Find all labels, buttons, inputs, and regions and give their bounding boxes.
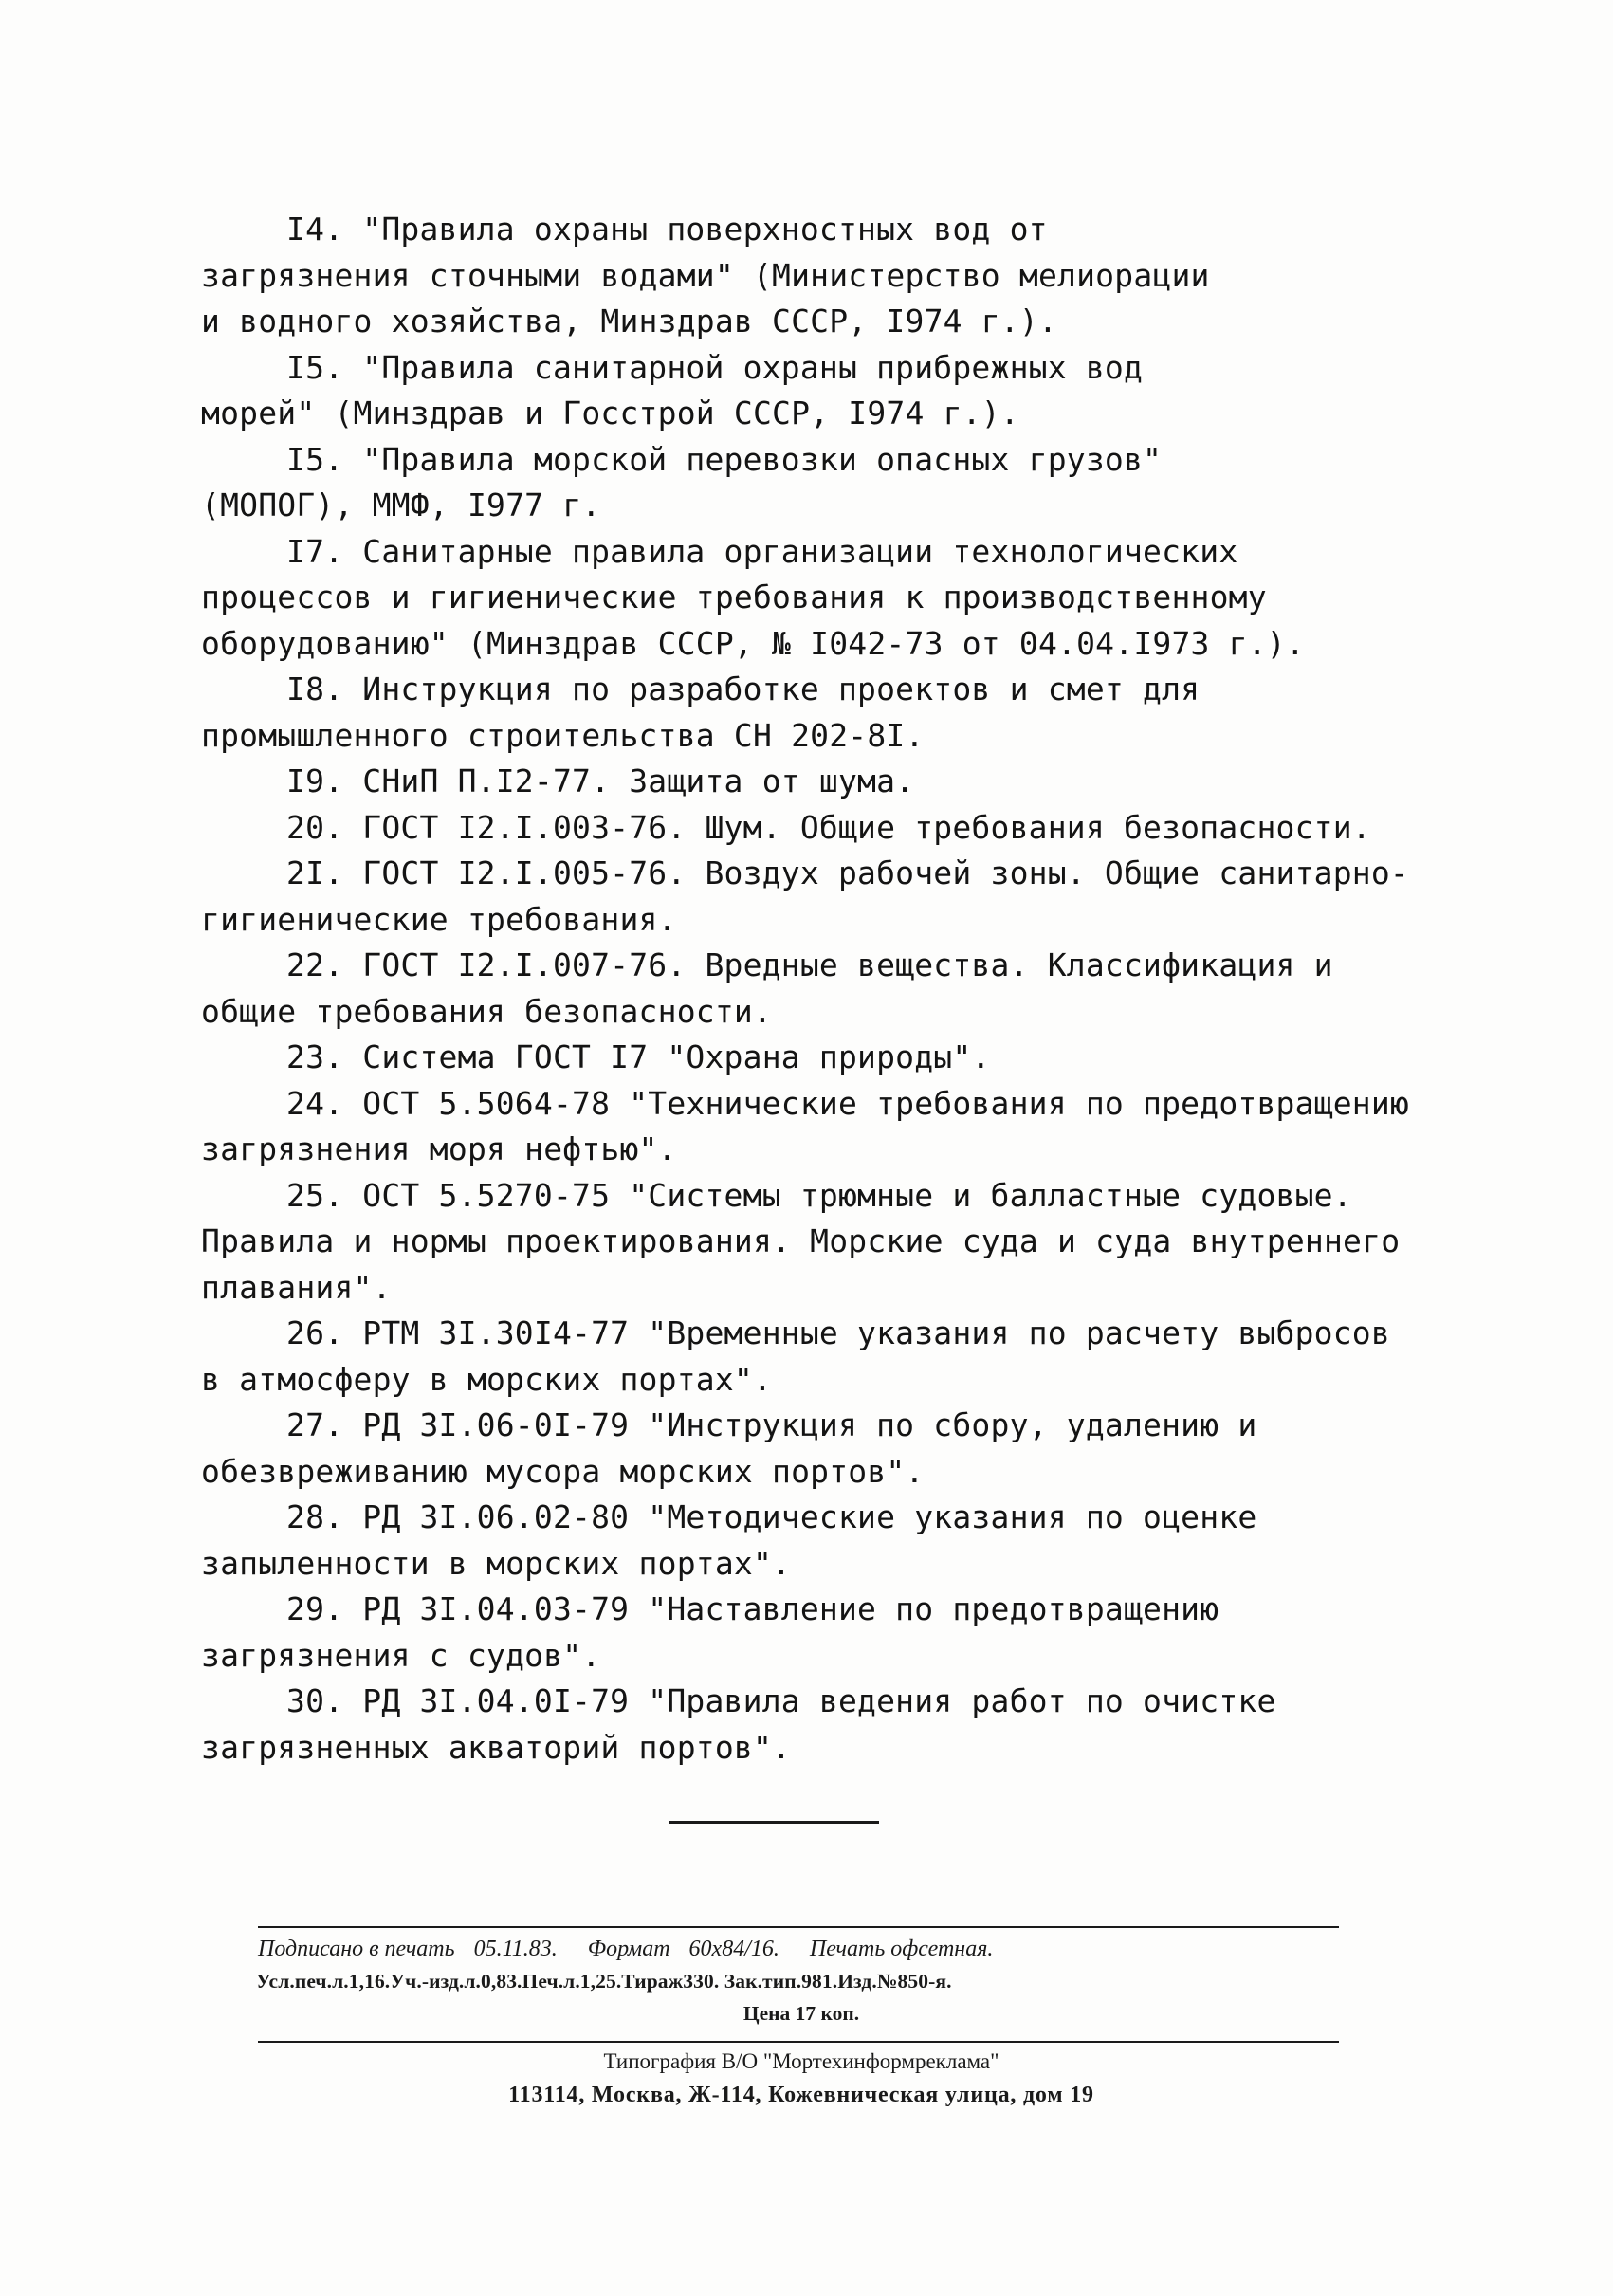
reference-text: 27. РД 3I.06-0I-79 "Инструкция по сбору, удалению и обезвреживанию мусора морских портов". [201,1406,1257,1490]
imprint-top-rule [258,1926,1339,1928]
reference-item [201,667,1434,759]
print-type: Печать офсетная. [809,1937,994,1961]
reference-text: 23. Система ГОСТ I7 "Охрана природы". [286,1038,991,1075]
reference-item [201,851,1434,943]
reference-text: I8. Инструкция по разработке проектов и смет для промышленного строительства СН 202-8I. [201,670,1201,754]
reference-item [201,529,1434,668]
reference-text: I7. Санитарные правила организации технологических процессов и гигиенические требования к производственному оборудованию" (Минздрав СССР, № I042-73 от 04.04.I973 г.). [201,532,1305,662]
reference-text: I9. СНиП П.I2-77. Защита от шума. [286,762,915,799]
imprint-line-2: Усл.печ.л.1,16.Уч.-изд.л.0,83.Печ.л.1,25.Тираж330. Зак.тип.981.Изд.№850-я. [256,1970,952,1993]
reference-text: 20. ГОСТ I2.I.003-76. Шум. Общие требования безопасности. [286,808,1371,846]
signed-label: Подписано в печать [258,1937,455,1961]
imprint-price: Цена 17 коп. [742,2002,860,2025]
reference-item [201,1403,1434,1495]
reference-text: I5. "Правила санитарной охраны прибрежных вод морей" (Минздрав и Госстрой СССР, I974 г.). [201,348,1144,432]
format-label: Формат [587,1937,670,1961]
reference-text: 24. ОСТ 5.5064-78 "Технические требования по предотвращению загрязнения моря нефтью". [201,1084,1409,1167]
reference-item [201,759,1434,805]
imprint-line-1 [258,1935,1348,1963]
reference-text: 26. РТМ 3I.30I4-77 "Временные указания по расчету выбросов в атмосферу в морских портах". [201,1314,1390,1398]
reference-list [201,207,1434,1771]
reference-item [201,437,1434,529]
format-value: 60x84/16. [688,1937,779,1961]
reference-item [201,1173,1434,1312]
reference-text: 29. РД 3I.04.03-79 "Наставление по предотвращению загрязнения с судов". [201,1590,1219,1674]
reference-item [201,345,1434,437]
reference-item [201,1679,1434,1771]
reference-text: 2I. ГОСТ I2.I.005-76. Воздух рабочей зоны. Общие санитарно-гигиенические требования. [201,854,1409,938]
imprint-bottom-rule [258,2041,1339,2043]
reference-item [201,805,1434,852]
reference-item [201,1035,1434,1081]
reference-item [201,1311,1434,1403]
reference-item [201,1495,1434,1587]
printer-address: 113114, Москва, Ж-114, Кожевническая улица, дом 19 [508,2083,1094,2107]
reference-text: I5. "Правила морской перевозки опасных грузов" (МОПОГ), ММФ, I977 г. [201,440,1163,523]
reference-item [201,1081,1434,1173]
reference-item [201,1587,1434,1679]
end-of-text-rule [669,1821,879,1824]
printer-name: Типография В/О "Мортехинформреклама" [603,2049,999,2073]
reference-text: 22. ГОСТ I2.I.007-76. Вредные вещества. Классификация и общие требования безопасности. [201,946,1333,1030]
reference-text: 28. РД 3I.06.02-80 "Методические указания по оценке запыленности в морских портах". [201,1498,1257,1582]
reference-text: 30. РД 3I.04.0I-79 "Правила ведения работ по очистке загрязненных акваторий портов". [201,1682,1276,1766]
signed-date: 05.11.83. [473,1937,558,1961]
reference-item [201,207,1434,345]
reference-text: 25. ОСТ 5.5270-75 "Системы трюмные и балластные судовые. Правила и нормы проектирования. Морские суда и суда внутреннего плавания". [201,1176,1401,1306]
reference-item [201,943,1434,1035]
reference-text: I4. "Правила охраны поверхностных вод от загрязнения сточными водами" (Министерство мелиорации и водного хозяйства, Минздрав СССР, I974 г.). [201,211,1210,340]
